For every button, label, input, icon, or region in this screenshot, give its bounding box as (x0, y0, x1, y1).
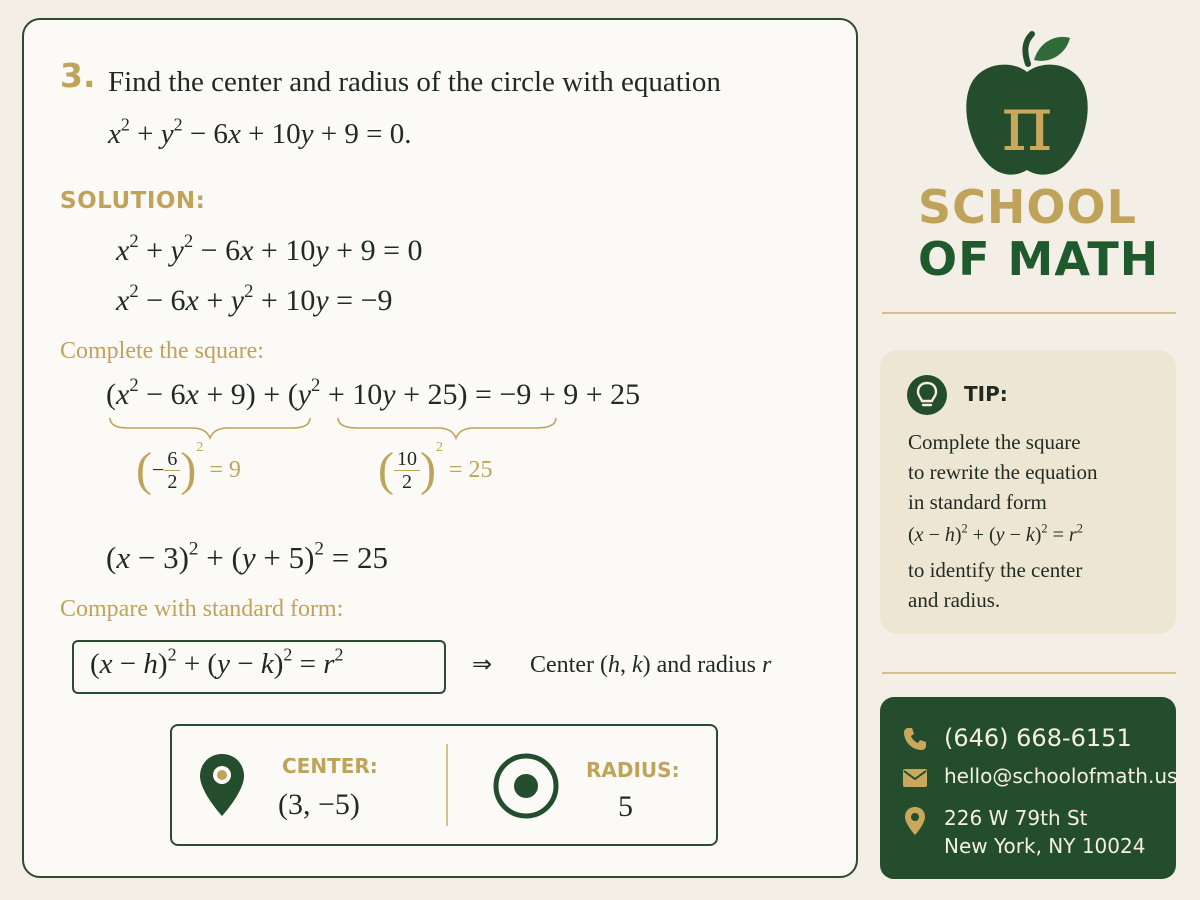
email-icon (902, 768, 928, 788)
solution-step-1: $x^2 + y^2 - 6x + 10y + 9 = 0$ (116, 230, 423, 267)
contact-email[interactable]: hello@schoolofmath.us (944, 764, 1178, 788)
tip-line: to identify the center (908, 558, 1083, 582)
problem-text: Find the center and radius of the circle with equation (108, 66, 721, 98)
completed-square-equation: $(x^2 - 6x + 9) + (y^2 + 10y + 25) = -9 + 9 + 25$ (106, 374, 641, 411)
tip-line: Complete the square (908, 430, 1081, 454)
svg-text:π: π (1001, 79, 1053, 169)
tip-line: in standard form (908, 490, 1047, 514)
radius-label: RADIUS: (586, 758, 680, 782)
tip-title: TIP: (964, 382, 1008, 406)
problem-equation: $x^2 + y^2 - 6x + 10y + 9 = 0$. (108, 114, 412, 150)
divider-bottom (882, 672, 1176, 674)
location-pin-icon (198, 752, 246, 818)
solution-label: SOLUTION: (60, 188, 206, 214)
compare-label: Compare with standard form: (60, 596, 344, 622)
half-coefficient-y: ( $\frac{10}{2}$ )2= 25 (378, 440, 493, 496)
center-radius-text: Center (h, k) and radius r (530, 652, 772, 678)
tip-formula: $(x - h)^2 + (y - k)^2 = r^2$ (908, 521, 1083, 546)
lightbulb-icon (906, 374, 948, 416)
tip-line: and radius. (908, 588, 1001, 612)
location-icon (904, 806, 926, 836)
standard-form-equation: $(x - h)^2 + (y - k)^2 = r^2$ (90, 644, 344, 680)
contact-phone[interactable]: (646) 668-6151 (944, 724, 1132, 752)
phone-icon (902, 726, 928, 752)
radius-value: 5 (618, 790, 633, 823)
half-coefficient-x: (− $\frac{6}{2}$ )2= 9 (136, 440, 241, 496)
brand-name-line2: OF MATH (918, 232, 1160, 286)
solution-step-2: $x^2 - 6x + y^2 + 10y = -9$ (116, 280, 393, 317)
implies-arrow: ⇒ (472, 650, 493, 678)
problem-number: 3. (60, 56, 96, 95)
underbraces (106, 416, 586, 440)
center-label: CENTER: (282, 754, 378, 778)
contact-address-line2: New York, NY 10024 (944, 834, 1146, 858)
radius-target-icon (492, 752, 560, 820)
brand-name-line1: SCHOOL (918, 180, 1137, 234)
answer-box (170, 724, 718, 846)
factored-equation: $(x - 3)^2 + (y + 5)^2 = 25$ (106, 538, 388, 575)
apple-logo-icon (962, 30, 1092, 180)
contact-address-line1: 226 W 79th St (944, 806, 1088, 830)
center-value: (3, −5) (278, 788, 360, 821)
solution-card (22, 18, 858, 878)
divider-top (882, 312, 1176, 314)
answer-divider (446, 744, 448, 826)
complete-square-label: Complete the square: (60, 338, 264, 364)
tip-line: to rewrite the equation (908, 460, 1098, 484)
